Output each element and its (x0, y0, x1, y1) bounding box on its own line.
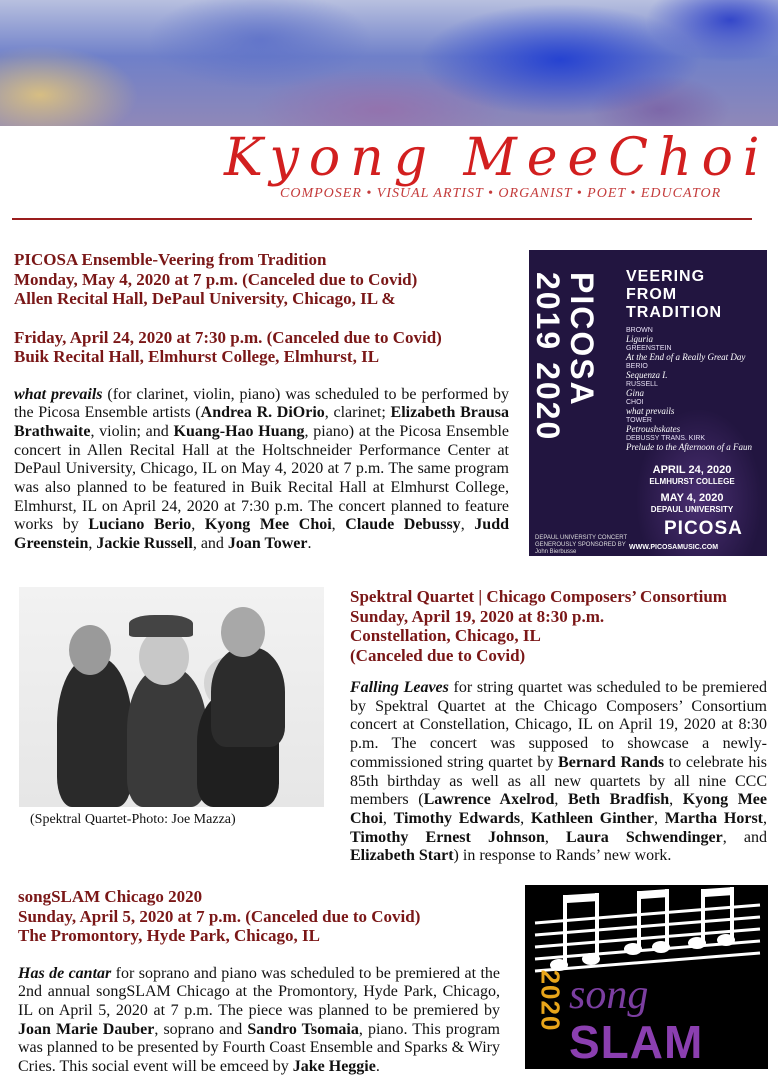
event-description: Falling Leaves for string quartet was scheduled to be premiered by Spektral Quartet at the Chicago Composers’ Consortium concert at Constellation, Chicago, IL on April 19, 2020 at 8:30 p.m. The concert was supposed to showcase a newly-commissioned string quartet by Bernard Rands to celebrate his 85th birthday as well as all new quartets by all nine CCC members (Lawrence Axelrod, Beth Bradfish, Kyong Mee Choi, Timothy Edwards, Kathleen Ginther, Martha Horst, Timothy Ernest Johnson, Laura Schwendinger, and Elizabeth Start) in response to Rands’ new work. (350, 679, 768, 865)
photo-head-4 (221, 607, 265, 657)
event-venue-2: Buik Recital Hall, Elmhurst College, Elmhurst, IL (14, 347, 380, 366)
event-date-2: Friday, April 24, 2020 at 7:30 p.m. (Canceled due to Covid) (14, 327, 442, 347)
event-venue: The Promontory, Hyde Park, Chicago, IL (18, 926, 320, 945)
poster-picosa-logo: PICOSA (664, 518, 743, 539)
songslam-slam-word: SLAM (569, 1016, 704, 1068)
songslam-logo-image[interactable] (525, 885, 768, 1069)
site-subtitle-roles: COMPOSER • VISUAL ARTIST • ORGANIST • POET • EDUCATOR (280, 186, 722, 201)
event-venue: Allen Recital Hall, DePaul University, Chicago, IL & (14, 289, 396, 308)
event-date: Sunday, April 19, 2020 at 8:30 p.m. (350, 606, 605, 626)
poster-dates: APRIL 24, 2020 ELMHURST COLLEGE MAY 4, 2020 DEPAUL UNIVERSITY (649, 464, 735, 514)
event-picosa (14, 250, 509, 554)
event-title: songSLAM Chicago 2020 (18, 887, 203, 906)
photo-person-1 (57, 657, 132, 807)
event-title: PICOSA Ensemble-Veering from Tradition (14, 250, 327, 269)
photo-hat (129, 615, 193, 637)
music-staff-icon (525, 885, 768, 975)
songslam-song-word: song (569, 972, 649, 1018)
poster-url: WWW.PICOSAMUSIC.COM (629, 544, 719, 551)
poster-program-list: BROWN Liguria GREENSTEIN At the End of a Really Great Day BERIO Sequenza I. RUSSELL Gina CHOI what prevails TOWER Petroushskates DEBUSSY TRANS. KIRK Prelude to the Afternoon of a Faun (626, 327, 752, 452)
songslam-year: 2020 (535, 969, 566, 1032)
photo-person-2 (127, 667, 207, 807)
spektral-quartet-photo[interactable] (19, 587, 324, 807)
event-description: what prevails (for clarinet, violin, piano) was scheduled to be performed by the Picosa Ensemble artists (Andrea R. DiOrio, clarinet; Elizabeth Brausa Brathwaite, violin; and Kuang-Hao Huang, piano) at the Picosa Ensemble concert in Allen Recital Hall at the Holtschneider Performance Center at DePaul University, Chicago, IL on May 4, 2020 at 7 p.m. The same program was also planned to be featured in Buik Recital Hall at Elmhurst College, Elmhurst, IL on April 24, 2020 at 7:30 p.m. The concert planned to feature works by Luciano Berio, Kyong Mee Choi, Claude Debussy, Judd Greenstein, Jackie Russell, and Joan Tower. (14, 385, 510, 553)
photo-caption: (Spektral Quartet-Photo: Joe Mazza) (30, 812, 236, 827)
photo-head-2 (139, 629, 189, 685)
photo-head-1 (69, 625, 111, 675)
event-status: (Canceled due to Covid) (350, 645, 526, 665)
poster-vertical-title: PICOSA 2019 2020 (530, 272, 600, 442)
header-banner-painting (0, 0, 778, 126)
event-songslam (18, 887, 500, 1077)
event-venue: Constellation, Chicago, IL (350, 626, 541, 645)
picosa-poster-image[interactable] (529, 250, 767, 556)
header-divider (12, 218, 752, 220)
poster-sponsor: DEPAUL UNIVERSITY CONCERT GENEROUSLY SPONSORED BY John Bierbusse (535, 535, 628, 555)
event-description: Has de cantar for soprano and piano was scheduled to be premiered at the 2nd annual songSLAM Chicago at the Promontory, Hyde Park, Chicago, IL on April 5, 2020 at 7 p.m. The piece was planned to be premiered by Joan Marie Dauber, soprano and Sandro Tsomaia, piano. This program was planned to be presented by Fourth Coast Ensemble and Sparks & Wiry Cries. This social event will be emceed by Jake Heggie. (18, 964, 501, 1076)
poster-title: VEERING FROM TRADITION (626, 268, 723, 321)
event-spektral (350, 587, 767, 866)
event-date: Sunday, April 5, 2020 at 7 p.m. (Canceled due to Covid) (18, 906, 421, 926)
event-date: Monday, May 4, 2020 at 7 p.m. (Canceled due to Covid) (14, 269, 418, 289)
site-title-logo[interactable]: Kyong MeeChoi (224, 128, 770, 188)
event-title: Spektral Quartet | Chicago Composers’ Consortium (350, 587, 727, 606)
photo-person-4 (211, 647, 285, 747)
